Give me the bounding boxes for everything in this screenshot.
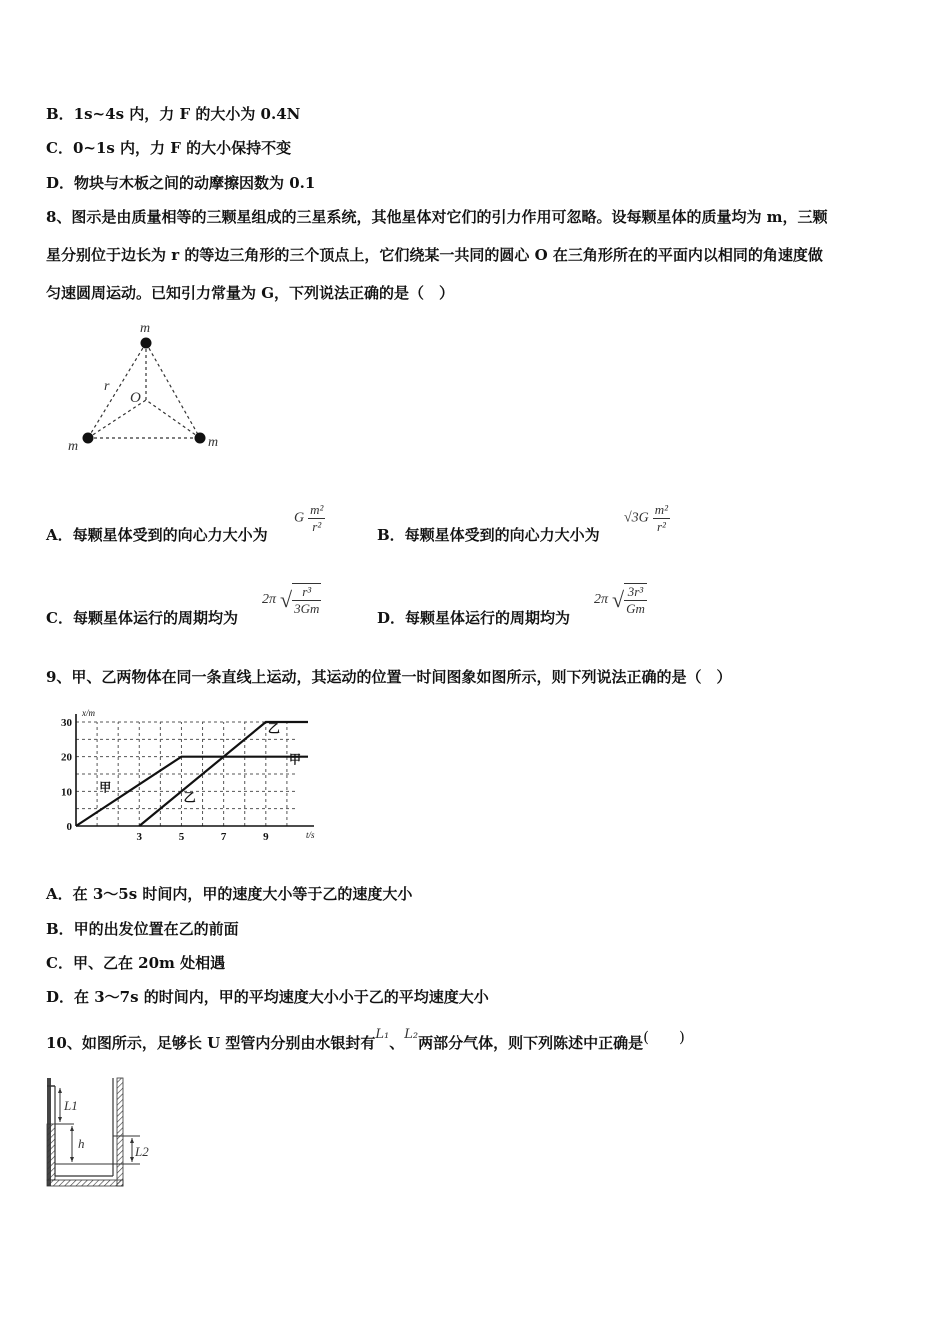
mass-label-top: m [140,321,151,336]
series-end-label-jia: 甲 [289,752,302,767]
q8-option-c-formula: 2π √ $\frac{\text{r³}}{3Gm}$ [262,584,320,616]
q8-stem-line2: 星分别位于边长为 r 的等边三角形的三个顶点上，它们绕某一共同的圆心 O 在三角形所在的平面内以相同的角速度做 [46,246,823,264]
side-label-r: r [104,379,110,394]
q8-option-d: D．每颗星体运行的周期均为 [377,609,571,627]
x-tick-label: 3 [136,831,143,843]
q10-stem: 10、如图所示，足够长 U 型管内分别由水银封有L₁、L₂两部分气体，则下列陈述中正确是( ) [46,1027,685,1052]
u-tube-figure [44,1076,164,1192]
position-time-chart [46,700,318,852]
star-left [83,433,94,444]
q8-option-c: C．每颗星体运行的周期均为 [46,609,238,627]
y-tick-label: 20 [61,751,72,764]
x-tick-label: 5 [178,831,185,843]
q8-option-d-formula: 2π √ $\frac{\text{3r³}}{Gm}$ [594,584,645,616]
x-tick-label: 7 [220,831,227,843]
q9-stem: 9、甲、乙两物体在同一条直线上运动，其运动的位置一时间图象如图所示，则下列说法正确的是（ ） [46,668,732,686]
q9-option-b: B．甲的出发位置在乙的前面 [46,920,239,938]
q7-option-c: C．0~1s 内，力 F 的大小保持不变 [46,139,292,157]
q8-option-b-formula: √3G $\frac{\text{m²}}{\text{r²}}$ [624,502,669,534]
y-tick-label: 30 [61,717,72,729]
q8-option-a-formula: G $\frac{\text{m²}}{\text{r²}}$ [294,502,324,534]
label-h: h [78,1136,85,1151]
three-star-figure [60,318,230,458]
star-top [141,338,152,349]
center-label-o: O [130,390,141,406]
q7-option-d: D．物块与木板之间的动摩擦因数为 0.1 [46,174,316,192]
y-axis-label: x/m [82,708,95,718]
label-l2: L2 [135,1144,149,1159]
series-label-jia: 甲 [99,780,112,795]
q9-option-c: C．甲、乙在 20m 处相遇 [46,954,226,972]
q7-option-b: B．1s~4s 内，力 F 的大小为 0.4N [46,105,301,123]
x-axis-label: t/s [306,830,315,840]
series-label-yi: 乙 [183,790,196,805]
star-right [195,433,206,444]
y-tick-label: 10 [61,786,72,799]
q9-option-d: D．在 3～7s 的时间内，甲的平均速度大小小于乙的平均速度大小 [46,988,489,1006]
series-end-label-yi: 乙 [267,721,280,736]
mass-label-right: m [208,435,219,450]
q8-option-b: B．每颗星体受到的向心力大小为 [377,526,600,544]
mass-label-left: m [68,439,79,454]
label-l1: L1 [64,1098,78,1113]
q9-option-a: A．在 3～5s 时间内，甲的速度大小等于乙的速度大小 [46,885,413,903]
q8-option-a: A．每颗星体受到的向心力大小为 [46,526,268,544]
q8-stem-line3: 匀速圆周运动。已知引力常量为 G，下列说法正确的是（ ） [46,284,455,302]
q8-stem-line1: 8、图示是由质量相等的三颗星组成的三星系统，其他星体对它们的引力作用可忽略。设每颗星体的质量均为 m，三颗 [46,208,828,226]
y-tick-label: 0 [66,821,72,833]
x-tick-label: 9 [263,831,269,843]
